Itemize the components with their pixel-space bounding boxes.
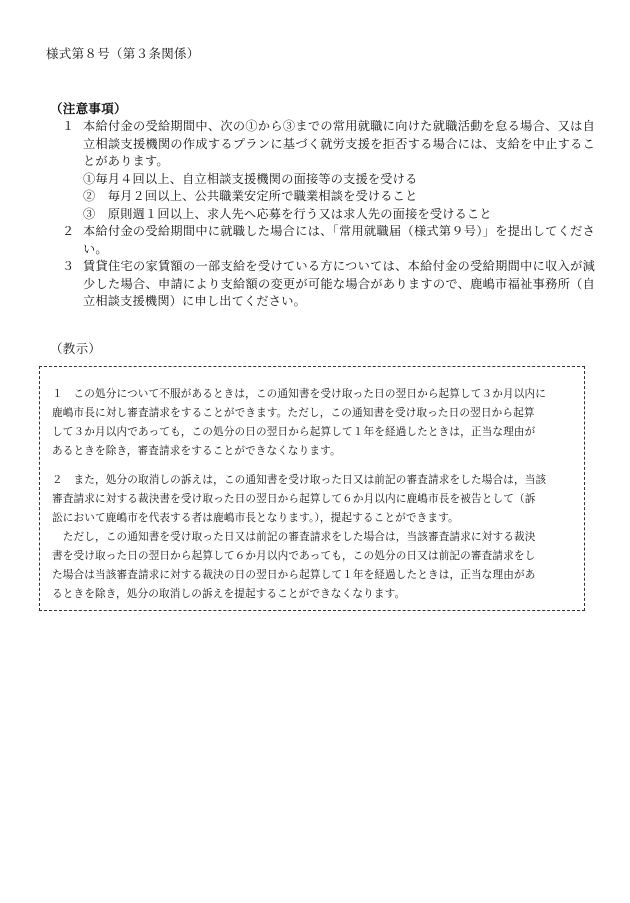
note-number: １ (62, 119, 75, 133)
instruction-line: ２ また，処分の取消しの訴えは，この通知書を受け取った日又は前記の審査請求をした場合は，当該 (52, 474, 547, 486)
instruction-box (39, 366, 585, 611)
instruction-label: （教示） (50, 341, 102, 356)
note-text: 本給付金の受給期間中、次の①から③までの常用就職に向けた就職活動を怠る場合、又は自立相談支援機関の作成するプランに基づく就労支援を拒否する場合には、支給を中止することがあります。 (83, 119, 595, 168)
instruction-line: ただし，この通知書を受け取った日又は前記の審査請求をした場合は，当該審査請求に対する裁決 (52, 531, 536, 543)
instruction-line: 書を受け取った日の翌日から起算して６か月以内であっても，この処分の日又は前記の審査請求をし (52, 550, 536, 562)
note-text: 賃貸住宅の家賃額の一部支給を受けている方については、本給付金の受給期間中に収入が減少した場合、申請により支給額の変更が可能な場合がありますので、鹿嶋市福祉事務所（自立相談支援機関）に申し出てください。 (83, 259, 595, 308)
note-number: ２ (62, 224, 75, 238)
notes-section (50, 99, 595, 311)
instruction-line: して３か月以内であっても，この処分の日の翌日から起算して１年を経過したときは，正当な理由が (52, 426, 536, 438)
notes-heading: （注意事項） (50, 101, 127, 116)
activity-item-3: ③ 原則週１回以上、求人先へ応募を行う又は求人先の面接を受けること (83, 206, 492, 221)
instruction-line: るときを除き，処分の取消しの訴えを提起することができなくなります。 (52, 588, 406, 600)
form-number: 様式第８号（第３条関係） (46, 46, 200, 61)
activity-list (60, 171, 595, 224)
instruction-line: １ この処分について不服があるときは，この通知書を受け取った日の翌日から起算して３か月以内に (52, 388, 546, 400)
instruction-paragraph-2 (52, 471, 574, 604)
instruction-paragraph-1 (52, 385, 574, 461)
activity-item-1: ①毎月４回以上、自立相談支援機関の面接等の支援を受ける (83, 171, 418, 186)
instruction-line: 審査請求に対する裁決書を受け取った日の翌日から起算して６か月以内に鹿嶋市長を被告として（訴 (52, 493, 536, 505)
instruction-line: あるときを除き，審査請求をすることができなくなります。 (52, 445, 341, 457)
note-text: 本給付金の受給期間中に就職した場合には、「常用就職届（様式第９号）」を提出してください。 (83, 224, 595, 256)
instruction-line: 鹿嶋市長に対し審査請求をすることができます。ただし，この通知書を受け取った日の翌日から起算 (52, 407, 535, 419)
note-item-1 (50, 118, 595, 171)
instruction-line: た場合は当該審査請求に対する裁決の日の翌日から起算して１年を経過したときは，正当な理由があ (52, 569, 536, 581)
activity-item-2: ② 毎月２回以上、公共職業安定所で職業相談を受けること (83, 189, 418, 203)
note-item-3 (50, 258, 595, 311)
note-number: ３ (62, 259, 75, 273)
instruction-line: 訟において鹿嶋市を代表する者は鹿嶋市長となります。），提起することができます。 (52, 512, 459, 524)
note-item-2 (50, 223, 595, 258)
